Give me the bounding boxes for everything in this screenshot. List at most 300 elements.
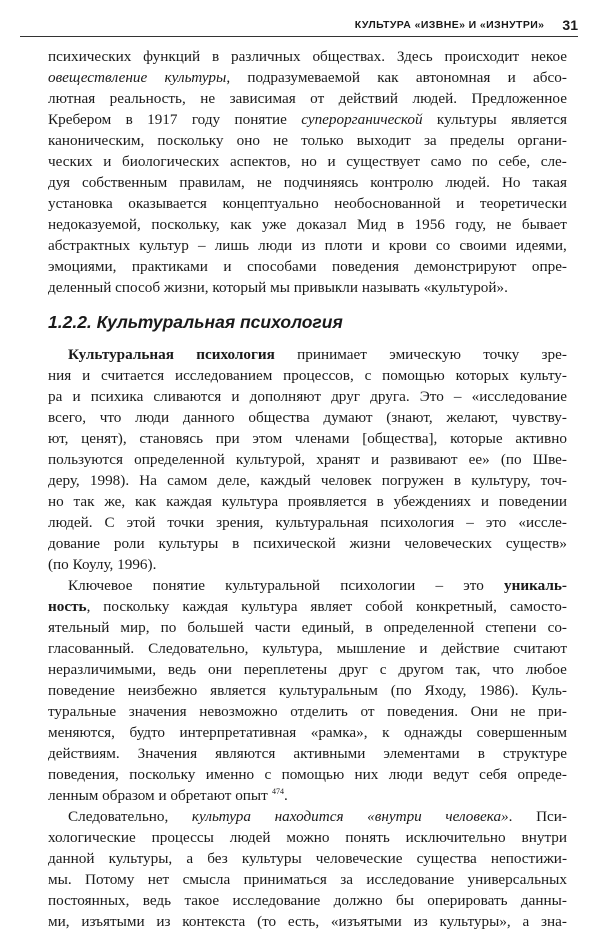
word: что [99,409,122,426]
word: должно [333,892,383,909]
word: Кребером [48,111,112,128]
text-line [48,67,567,88]
word: дование [48,535,101,552]
word: так [73,493,95,510]
word: в [376,493,384,510]
word: (знают, [386,409,433,426]
word: дополняют [249,388,321,405]
word: собой [365,598,404,615]
word: Значения [137,745,198,762]
word: развивают [390,451,458,468]
word: проявляется [287,493,367,510]
word: лютная [48,90,96,107]
text-line [48,88,567,109]
word: сле- [540,153,567,170]
text-line [48,470,567,491]
word: Шве- [532,451,567,468]
word: точку [483,346,520,363]
word: любое [525,661,567,678]
word: правилам, [179,174,245,191]
word: к [382,724,390,741]
word: психических [48,48,132,65]
word: подразумеваемой [247,69,360,86]
word: культура, [262,640,323,657]
word: и [327,153,336,170]
word: и [480,493,489,510]
word: исключительно [405,829,506,846]
word: психологии [340,577,416,594]
text-line [48,386,567,407]
word: опреде- [517,766,567,783]
word: этом [252,430,283,447]
word: как [230,216,252,233]
word: «исследование [471,388,567,405]
word: но [301,153,317,170]
text-line [48,365,567,386]
word: ее» [468,451,490,468]
word: меняются, [48,724,115,741]
text-run: (по Коулу, 1996). [48,556,157,573]
word: и [456,195,465,212]
word: Ключевое [68,577,133,594]
word: и [103,153,112,170]
word: культу- [519,367,567,384]
text-line [48,659,567,680]
word: понять [345,829,390,846]
word: как [377,69,399,86]
word: [общества], [362,430,438,447]
word: значения [128,703,187,720]
word: жизни [349,535,391,552]
word: которых [455,367,510,384]
word: культура [241,598,298,615]
word: понятие [234,111,287,128]
word: само [430,153,462,170]
word: активными [293,745,366,762]
text-line [48,554,567,575]
text-line [48,214,567,235]
word: мышление [336,640,406,657]
word: структуре [502,745,567,762]
word: не [256,174,272,191]
word: (по [390,682,412,699]
word: Мид [357,216,387,233]
word: есть, [287,913,320,930]
word: переплетены [243,661,328,678]
word: желают, [446,409,499,426]
word: этой [126,514,156,531]
word: со- [547,619,567,636]
word: некое [531,48,567,65]
text-line [48,172,567,193]
word: за [423,132,437,149]
word: в [125,111,133,128]
running-head-title: КУЛЬТУРА «ИЗВНЕ» И «ИЗНУТРИ» [354,19,545,31]
word: друг [331,388,361,405]
word: психика [90,388,144,405]
word: именно [205,766,255,783]
word: культуру, [471,472,531,489]
word: 1956 [414,216,445,233]
word: поскольку [157,132,224,149]
line-content [48,785,292,806]
word: хранят [316,451,360,468]
word: людей. [445,174,490,191]
word: однажды [403,724,463,741]
word: и [82,367,91,384]
word: это [463,577,484,594]
word: Следовательно, [68,808,169,825]
line-content [48,554,161,575]
word: Потому [85,871,135,888]
word: культуры [241,850,302,867]
word: приниматься [243,871,327,888]
word: Здесь [396,48,433,65]
word: процессов, [283,367,354,384]
word: становясь [139,430,204,447]
word: бывает [521,216,567,233]
word: Следовательно, [148,640,249,657]
text-line [48,743,567,764]
word: деру, [48,472,80,489]
text-line [48,596,567,617]
word: себе, [498,153,531,170]
word: неизбежно [127,682,198,699]
text-line [48,428,567,449]
word: поскольку [129,766,196,783]
word: мир, [120,619,150,636]
text-line [48,277,567,298]
word: обществах. [312,48,386,65]
text-line [48,533,567,554]
word: считают [513,640,567,657]
word: определенной [383,619,475,636]
word: действиям. [48,745,120,762]
word: смысла [182,871,231,888]
word: человек [320,472,372,489]
word: ния [48,367,72,384]
word: только [301,132,344,149]
word: культуральной [225,577,321,594]
word: помощью [382,367,445,384]
word: оказывается [128,195,207,212]
word: единый, [301,619,355,636]
word: что [492,661,514,678]
word: погружен [381,472,444,489]
word: культуры [436,111,497,128]
word: является [210,682,266,699]
word: С [104,514,115,531]
word: человека». [445,808,513,825]
word: конкретный, [415,598,497,615]
word: суперорганической [301,111,423,128]
word: от [360,703,375,720]
word: с [364,367,372,384]
word: ценят), [81,430,127,447]
word: абсо- [533,69,567,86]
word: убеждениях [393,493,472,510]
word: не [200,90,216,107]
word: культуральная [275,514,369,531]
word: подчиняясь [283,174,359,191]
word: – [198,237,206,254]
word: являются [215,745,276,762]
word: «изъятыми [330,913,402,930]
word: ведь [167,661,197,678]
word: людей. [412,90,458,107]
word: биологических [121,153,220,170]
text-line [48,617,567,638]
word: самом [167,472,208,489]
word: от [310,90,325,107]
word: и [371,237,380,254]
word: точ- [540,472,567,489]
word: человеческие [315,850,403,867]
word: «рамка», [310,724,368,741]
word: людей [229,829,271,846]
word: не [510,703,526,720]
word: исследованием [174,367,273,384]
text-line [48,701,567,722]
word: части [254,619,291,636]
word: ческих [48,153,93,170]
text-line [48,869,567,890]
word: процессы [151,829,214,846]
word: постоянных, [48,892,130,909]
word: ми, [48,913,70,930]
word: Культуральная [68,346,174,363]
word: году [191,111,221,128]
word: существует [346,153,420,170]
word: каждый [260,472,311,489]
word: органи- [517,132,567,149]
word: в [396,216,405,233]
word: овеществление [48,69,148,86]
word: всего, [48,409,86,426]
word: Они [470,703,498,720]
word: степени [485,619,537,636]
word: году, [455,216,486,233]
word: данной [48,850,95,867]
word: при [215,430,240,447]
word: уникаль- [504,577,567,594]
word: неразличимыми, [48,661,157,678]
word: На [139,472,157,489]
word: психология [380,514,455,531]
word: а [186,850,194,867]
word: непостижи- [490,850,567,867]
word: другом [398,661,444,678]
word: ра [48,388,63,405]
word: принимает [297,346,367,363]
word: отделить [290,703,348,720]
word: Куль- [531,682,567,699]
word: культурой, [235,451,306,468]
word: считается [101,367,165,384]
word: теоретически [479,195,567,212]
running-head [20,14,578,37]
word: из [413,913,428,930]
word: думают [323,409,373,426]
word: плоти [324,237,363,254]
text-line [48,449,567,470]
word: в [211,48,220,65]
word: идеями, [515,237,567,254]
word: доказал [296,216,347,233]
text-run: деленный способ жизни, который мы привыкли называть «культурой». [48,279,508,296]
word: культура [191,808,251,825]
word: из [156,913,171,930]
word: активно [515,430,567,447]
word: нет [147,871,170,888]
word: поведения, [48,766,119,783]
word: такое [184,892,220,909]
word: понятие [152,577,205,594]
word: Предложенное [471,90,567,107]
word: членами [294,430,350,447]
word: каждая [182,598,229,615]
word: исследование [366,871,455,888]
word: своими [459,237,507,254]
word: – [435,577,444,594]
word: дуя [48,174,70,191]
text-line [48,407,567,428]
word: зна- [541,913,567,930]
text-line [48,109,567,130]
word: психология [196,346,275,363]
word: существ» [505,535,567,552]
word: так, [455,661,481,678]
word: внутри [521,829,567,846]
word: зрения, [216,514,264,531]
word: как [134,493,157,510]
word: изъятыми [81,913,145,930]
word: а [522,913,530,930]
word: каждая [166,493,212,510]
text-line [48,764,567,785]
word: с [264,766,272,783]
word: 1998). [89,472,130,489]
word: – [466,514,474,531]
word: является [511,111,567,128]
word: Пси- [536,808,567,825]
word: данны- [520,892,567,909]
word: концептуально [222,195,319,212]
word: друг [338,661,368,678]
word: туральные [48,703,117,720]
footnote-ref[interactable]: 474 [272,787,285,796]
word: лишь [214,237,250,254]
word: и [371,451,380,468]
text-line [48,193,567,214]
word: общества [248,409,310,426]
word: функций [143,48,201,65]
word: – [453,388,462,405]
text-line [48,785,567,806]
word: поведения. [387,703,458,720]
word: будто [129,724,166,741]
word: людей. [48,514,93,531]
word: гласованный. [48,640,135,657]
word: не [496,216,512,233]
word: ют, [48,430,69,447]
word: абстрактных [48,237,131,254]
word: определенной [134,451,225,468]
word: оперировать [427,892,508,909]
word: автономная [415,69,491,86]
word: без [207,850,228,867]
word: с [379,661,387,678]
page-number: 31 [562,17,578,33]
word: в [232,535,240,552]
section-heading: 1.2.2. Культуральная психология [48,312,343,332]
word: культуры, [108,850,173,867]
word: которые [450,430,503,447]
word: и [72,388,81,405]
word: демонстрируют [414,258,517,275]
word: культуры, [164,69,231,86]
word: происходит [444,48,520,65]
word: в [477,745,485,762]
word: друга. [370,388,410,405]
word: мы. [48,871,72,888]
word: каноническим, [48,132,145,149]
text-line [48,575,567,596]
word: действий [338,90,399,107]
word: себя [479,766,508,783]
word: аспектов, [229,153,291,170]
word: люди [258,237,293,254]
word: элементами [383,745,460,762]
word: уже [261,216,287,233]
word: поведение [48,682,115,699]
word: них [354,766,379,783]
word: Яходу, [424,682,467,699]
word: «иссле- [518,514,567,531]
word: данного [182,409,235,426]
word: помощью [281,766,345,783]
word: но [48,493,64,510]
word: зре- [541,346,567,363]
word: совершенным [476,724,567,741]
word: контекста [182,913,246,930]
word: невозможно [199,703,278,720]
word: психической [253,535,336,552]
word: точки [167,514,205,531]
word: выходит [356,132,411,149]
word: (по [500,451,522,468]
word: не [273,132,288,149]
text-run: . [284,787,288,804]
word: универсальных [467,871,567,888]
word: способами [247,258,317,275]
word: (то [257,913,277,930]
word: ведь [142,892,172,909]
text-line [48,151,567,172]
word: интерпретативная [179,724,297,741]
word: за [340,871,353,888]
word: 1986). [479,682,519,699]
word: большей [187,619,244,636]
word: культуры», [439,913,511,930]
word: необоснованной [334,195,441,212]
word: можно [286,829,330,846]
word: контролю [370,174,434,191]
word: по [160,619,177,636]
word: находится [274,808,344,825]
word: и [223,258,232,275]
word: деле, [217,472,251,489]
